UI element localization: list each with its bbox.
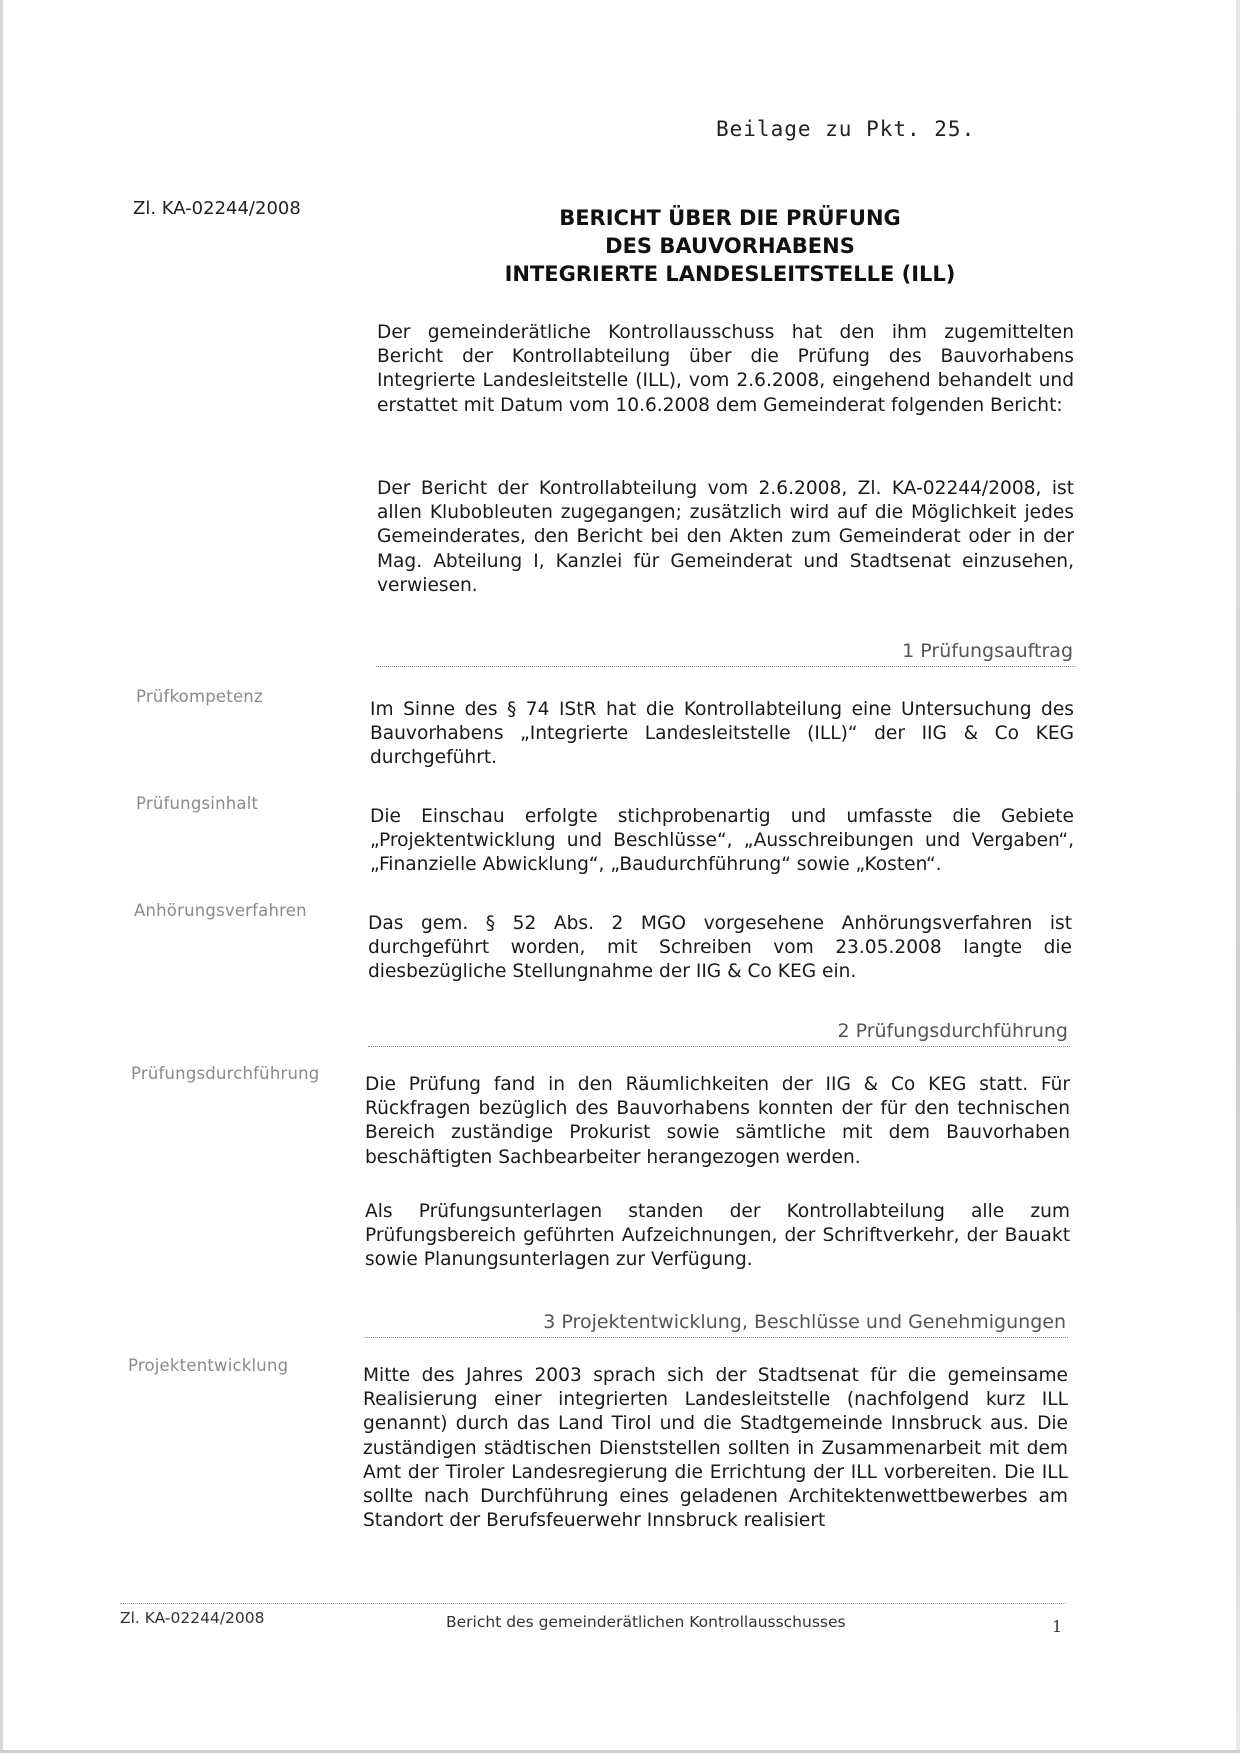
section-heading-2 [368,1016,1070,1047]
title-line-1: BERICHT ÜBER DIE PRÜFUNG [559,206,901,230]
report-title [480,204,980,288]
scan-edge-right [1236,0,1240,1753]
paragraph-pruefkompetenz: Im Sinne des § 74 IStR hat die Kontrollabteilung eine Untersuchung des Bauvorhabens „Integrierte Landesleitstelle (ILL)“ der IIG & Co KEG durchgeführt. [370,699,1074,769]
scan-edge-left [0,0,3,1753]
section-heading-label: 3 Projektentwicklung, Beschlüsse und Genehmigungen [543,1311,1066,1333]
margin-label-pruefungsinhalt: Prüfungsinhalt [136,794,259,813]
paragraph-pruefungsinhalt: Die Einschau erfolgte stichprobenartig und umfasste die Gebiete „Projektentwicklung und Beschlüsse“, „Ausschreibungen und Vergaben“, „Finanzielle Abwicklung“, „Baudurchführung“ sowie „Kosten“. [370,806,1074,876]
section-heading-label: 1 Prüfungsauftrag [902,640,1073,662]
margin-label-pruefkompetenz: Prüfkompetenz [136,687,263,706]
margin-label-anhoerungsverfahren: Anhörungsverfahren [134,901,307,920]
intro-paragraph: Der gemeinderätliche Kontrollausschuss hat den ihm zugemittelten Bericht der Kontrollabteilung über die Prüfung des Bauvorhabens Integrierte Landesleitstelle (ILL), vom 2.6.2008, eingehend behandelt und erstattet mit Datum vom 10.6.2008 dem Gemeinderat folgenden Bericht: [377,322,1074,416]
footer-divider [120,1603,1066,1604]
margin-label-pruefungsdurchfuehrung: Prüfungsdurchführung [131,1064,320,1083]
paragraph-pruefungsunterlagen: Als Prüfungsunterlagen standen der Kontrollabteilung alle zum Prüfungsbereich geführten Aufzeichnungen, der Schriftverkehr, der Bauakt sowie Planungsunterlagen zur Verfügung. [365,1201,1070,1271]
footer-title: Bericht des gemeinderätlichen Kontrollausschusses [446,1613,846,1631]
page-number: 1 [1052,1617,1063,1636]
title-line-3: INTEGRIERTE LANDESLEITSTELLE (ILL) [504,262,956,286]
title-line-2: DES BAUVORHABENS [605,234,855,258]
section-heading-3 [365,1307,1068,1338]
distribution-paragraph: Der Bericht der Kontrollabteilung vom 2.6.2008, Zl. KA-02244/2008, ist allen Klubobleuten zugegangen; zusätzlich wird auf die Möglichkeit jedes Gemeinderates, den Bericht bei den Akten zum Gemeinderat oder in der Mag. Abteilung I, Kanzlei für Gemeinderat und Stadtsenat einzusehen, verwiesen. [377,478,1074,596]
attachment-note: Beilage zu Pkt. 25. [716,117,976,141]
section-heading-label: 2 Prüfungsdurchführung [837,1020,1068,1042]
paragraph-anhoerungsverfahren: Das gem. § 52 Abs. 2 MGO vorgesehene Anhörungsverfahren ist durchgeführt worden, mit Schreiben vom 23.05.2008 langte die diesbezügliche Stellungnahme der IIG & Co KEG ein. [368,913,1072,983]
margin-label-projektentwicklung: Projektentwicklung [128,1356,289,1375]
footer-reference: Zl. KA-02244/2008 [120,1609,265,1627]
reference-number: Zl. KA-02244/2008 [133,198,301,219]
paragraph-pruefungsdurchfuehrung: Die Prüfung fand in den Räumlichkeiten der IIG & Co KEG statt. Für Rückfragen bezüglich des Bauvorhabens konnten der für den technischen Bereich zuständige Prokurist sowie sämtliche mit dem Bauvorhaben beschäftigten Sachbearbeiter herangezogen werden. [365,1074,1070,1168]
paragraph-projektentwicklung: Mitte des Jahres 2003 sprach sich der Stadtsenat für die gemeinsame Realisierung einer integrierten Landesleitstelle (nachfolgend kurz ILL genannt) durch das Land Tirol und die Stadtgemeinde Innsbruck aus. Die zuständigen städtischen Dienststellen sollten in Zusammenarbeit mit dem Amt der Tiroler Landesregierung die Errichtung der ILL vorbereiten. Die ILL sollte nach Durchführung eines geladenen Architektenwettbewerbes am Standort der Berufsfeuerwehr Innsbruck realisiert [363,1365,1068,1532]
section-heading-1 [376,636,1075,667]
